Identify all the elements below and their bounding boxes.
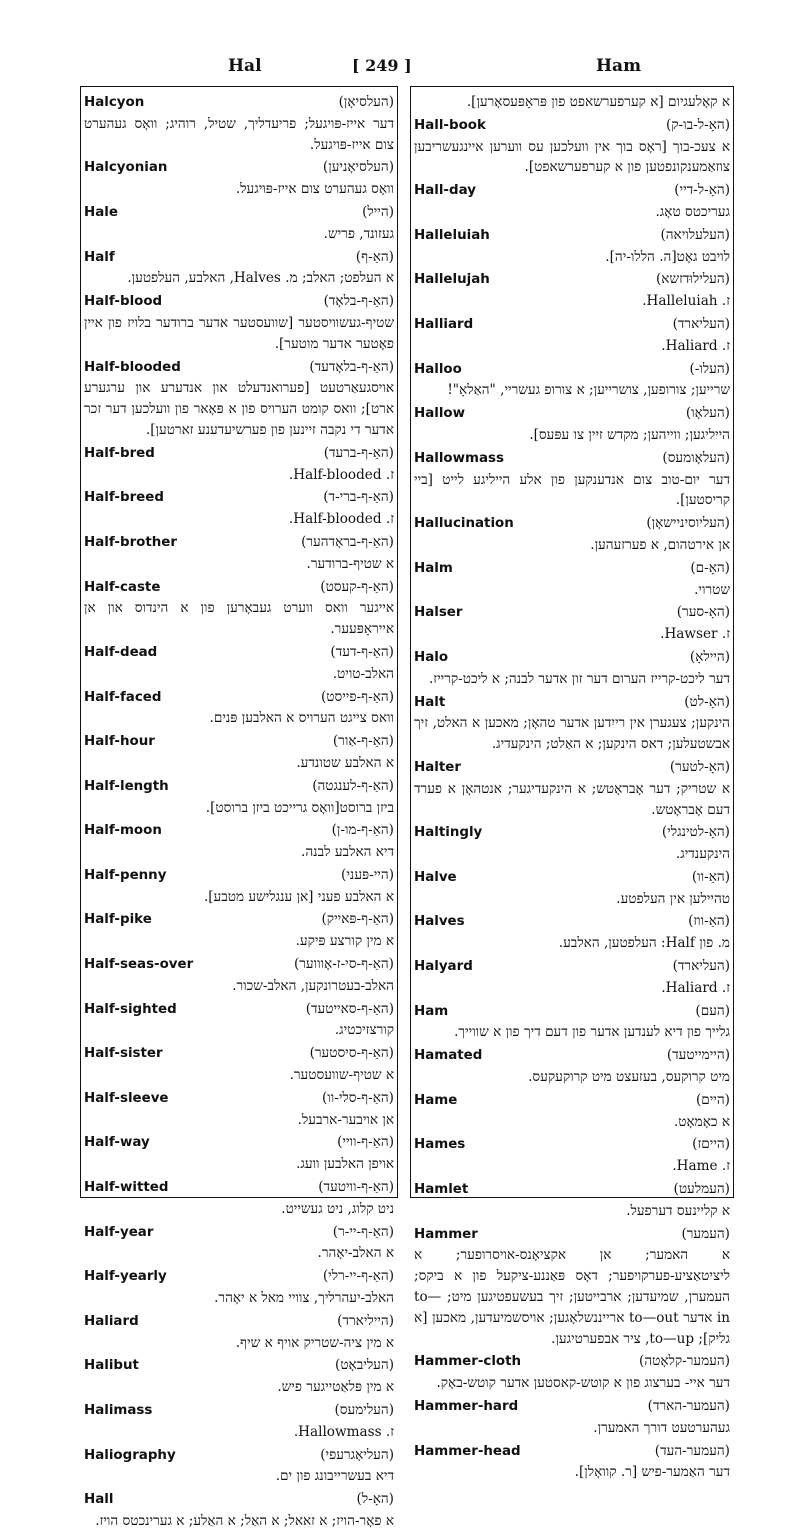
entry-heading-line — [414, 1441, 730, 1463]
dictionary-entry — [84, 157, 394, 200]
pronunciation: (העמער) — [681, 1225, 730, 1242]
definition: דער האַמער-פיש [ר. קוואָלן]. — [574, 1464, 730, 1481]
dictionary-entry — [84, 92, 394, 155]
pronunciation: (הייל) — [362, 203, 394, 220]
definition: האלב-טויט. — [332, 665, 394, 682]
page-number: [ 249 ] — [352, 56, 412, 75]
entry-heading-line — [414, 1001, 730, 1023]
headword: Hammer-cloth — [414, 1354, 522, 1370]
entry-heading-line — [84, 1355, 394, 1377]
pronunciation: (האַ-ף-סלי-וו) — [321, 1089, 394, 1106]
dictionary-entry — [414, 1441, 730, 1484]
entry-heading-line — [414, 403, 730, 425]
pronunciation: (האַ-ף-ברי-ד) — [323, 489, 394, 506]
definition: ביזן ברוסט[וואָס גרייכט ביזן ברוסט]. — [205, 799, 394, 816]
dictionary-entry — [414, 225, 730, 268]
pronunciation: (העלסיאָן) — [338, 94, 394, 110]
definition: האלב-יעהרליך, צוויי מאל א יאָהר. — [214, 1290, 394, 1307]
dictionary-entry — [414, 1001, 730, 1044]
headword: Half-blooded — [84, 359, 181, 375]
definition: א צעכ-בוך [ראָס בוך אין וועלכען עס ווערען איינגעשריבען צוזאַמענקונפטען פון א קערפערשאפט]. — [414, 138, 730, 176]
entry-heading-line — [414, 115, 730, 137]
pronunciation: (האַ-ף-קעסט) — [320, 578, 394, 595]
headword: Hallelujah — [414, 272, 490, 288]
pronunciation: (העלו-) — [689, 360, 730, 377]
dictionary-entry — [84, 577, 394, 640]
headword: Half-breed — [84, 490, 164, 506]
dictionary-entry — [414, 867, 730, 910]
pronunciation: (האַ-ף-וויטעד) — [318, 1179, 394, 1196]
dictionary-entry — [84, 291, 394, 354]
dictionary-entry — [84, 1177, 394, 1220]
entry-heading-line — [414, 602, 730, 624]
dictionary-entry — [414, 1179, 730, 1222]
dictionary-entry — [414, 757, 730, 820]
entry-heading-line — [414, 867, 730, 889]
dictionary-entry — [84, 776, 394, 819]
headword: Ham — [414, 1003, 449, 1019]
entry-heading-line — [84, 577, 394, 599]
headword: Half-sighted — [84, 1001, 177, 1017]
dictionary-entry — [414, 92, 730, 113]
pronunciation: (העליארד) — [672, 958, 730, 975]
dictionary-entry — [414, 956, 730, 999]
headword: Half-pike — [84, 912, 152, 928]
dictionary-entry — [84, 820, 394, 863]
pronunciation: (היילאָ) — [689, 648, 730, 665]
pronunciation: (האַ-ף-בלאָדעד) — [309, 358, 394, 375]
headword: Half — [84, 249, 115, 265]
dictionary-entry — [414, 403, 730, 446]
definition: ז. Half-blooded. — [288, 466, 394, 483]
definition: ז. Hame. — [672, 1158, 730, 1175]
definition: הייליגען; ווייהען; מקדש זיין צו עפּעס]. — [529, 426, 730, 443]
entry-heading-line — [84, 202, 394, 224]
headword: Halt — [414, 694, 446, 710]
entry-heading-line — [84, 443, 394, 465]
definition: שטרוי. — [694, 581, 730, 598]
dictionary-entry — [84, 443, 394, 486]
running-head — [80, 56, 720, 80]
dictionary-entry — [84, 999, 394, 1042]
headword: Half-penny — [84, 867, 167, 883]
pronunciation: (העלאָו) — [685, 405, 730, 422]
entry-heading-line — [84, 776, 394, 798]
entry-heading-line — [414, 448, 730, 470]
dictionary-entry — [84, 865, 394, 908]
headword: Half-year — [84, 1224, 154, 1240]
dictionary-entry — [84, 731, 394, 774]
dictionary-entry — [84, 1266, 394, 1309]
dictionary-entry — [414, 602, 730, 645]
dictionary-entry — [414, 1090, 730, 1133]
definition: הינקען; צעגערן אין רייִדען אדער טהאָן; מאכען א האלט, זיך אבשטעלען; דאס הינקען; א האַלט; הינקעדיג. — [414, 715, 730, 753]
dictionary-entry — [414, 822, 730, 865]
dictionary-entry — [84, 532, 394, 575]
pronunciation: (העלילוּדזשא) — [656, 271, 730, 288]
headword: Half-sister — [84, 1046, 163, 1062]
entry-heading-line — [414, 269, 730, 291]
pronunciation: (האַ-וו) — [691, 868, 730, 885]
right-column — [414, 92, 730, 1481]
entry-heading-line — [84, 247, 394, 269]
entry-heading-line — [84, 820, 394, 842]
headword: Hallucination — [414, 516, 514, 532]
pronunciation: (האַ-ף-פייסט) — [320, 688, 394, 705]
headword: Halter — [414, 759, 461, 775]
headword: Half-sleeve — [84, 1090, 169, 1106]
pronunciation: (האַ-ווז) — [688, 913, 730, 930]
dictionary-entry — [84, 1355, 394, 1398]
dictionary-entry — [414, 1134, 730, 1177]
dictionary-entry — [84, 1222, 394, 1265]
definition: ז. Haliard. — [661, 979, 730, 996]
definition: אן אויבער-ארבעל. — [297, 1111, 394, 1128]
definition: וואָס געהערט צום אייז-פּויגעל. — [235, 181, 394, 198]
definition: ניט קלוג, ניט געשייט. — [281, 1200, 394, 1217]
dictionary-entry — [84, 247, 394, 290]
dictionary-entry — [84, 909, 394, 952]
headword: Half-faced — [84, 689, 162, 705]
dictionary-entry — [414, 314, 730, 357]
headword: Half-moon — [84, 823, 162, 839]
entry-heading-line — [414, 647, 730, 669]
entry-heading-line — [414, 314, 730, 336]
entry-heading-line — [414, 692, 730, 714]
headword: Halimass — [84, 1403, 153, 1419]
pronunciation: (העליאָגרעפי) — [320, 1446, 394, 1463]
entry-heading-line — [414, 1090, 730, 1112]
definition: ז. Halleluiah. — [642, 293, 730, 310]
dictionary-entry — [414, 115, 730, 178]
definition: אן אירטהום, א פערזעהען. — [590, 536, 730, 553]
pronunciation: (האַ-ף-לענגטה) — [312, 777, 394, 794]
pronunciation: (העם) — [695, 1002, 730, 1019]
definition: אויפן האלבען וועג. — [296, 1156, 394, 1173]
definition: ז. Half-blooded. — [288, 511, 394, 528]
headword: Haliography — [84, 1447, 176, 1463]
headword: Half-blood — [84, 294, 163, 310]
definition: א מין פּלאַטייגער פיש. — [277, 1379, 394, 1396]
dictionary-entry — [414, 1351, 730, 1394]
headword: Half-way — [84, 1135, 150, 1151]
definition: מ. פון Half: העלפטען, האלבע. — [558, 935, 730, 952]
pronunciation: (האַ-ף-אַור) — [332, 733, 394, 750]
dictionary-entry — [414, 1396, 730, 1439]
definition: א שטיף-שוועסטער. — [289, 1067, 394, 1084]
definition: אויסגעאַרטעט [פערואנדעלט און אנדערע און ערגערע ארט]; וואס קומט הערויס פון א פּאָאר פון וועלכען דער זכר אדער די נקבה זיינען פון פערשיעדענע זארטען]. — [84, 380, 394, 438]
headword: Half-brother — [84, 534, 177, 550]
headword: Halloo — [414, 361, 462, 377]
headword: Hamated — [414, 1048, 483, 1064]
pronunciation: (האַ-ף-בלאָד) — [323, 293, 394, 310]
definition: הינקענדיג. — [675, 846, 730, 863]
definition: ז. Hallowmass. — [293, 1423, 394, 1440]
definition: א מין קורצע פּיקע. — [295, 933, 394, 950]
dictionary-entry — [414, 911, 730, 954]
headword: Hale — [84, 204, 118, 220]
headword: Haliard — [84, 1313, 139, 1329]
entry-heading-line — [84, 1132, 394, 1154]
entry-heading-line — [84, 1445, 394, 1467]
entry-heading-line — [84, 1088, 394, 1110]
entry-heading-line — [84, 92, 394, 114]
definition: דער איי- בערצוג פון א קוטש-קאסטען אדער קוטש-באָק. — [436, 1375, 730, 1392]
pronunciation: (האָ-לטינגלי) — [661, 824, 730, 841]
headword: Half-dead — [84, 644, 158, 660]
dictionary-entry — [84, 1445, 394, 1488]
entry-heading-line — [84, 357, 394, 379]
definition: א מין ציה-שטריק אויף א שיף. — [235, 1334, 394, 1351]
pronunciation: (האַ-ף-יי-רלי) — [322, 1268, 394, 1285]
headword: Half-hour — [84, 734, 155, 750]
entry-heading-line — [84, 642, 394, 664]
pronunciation: (האַ-ף-סי-ז-אָוווער) — [293, 956, 394, 973]
pronunciation: (היים) — [695, 1091, 730, 1108]
definition: קורצזיכטיג. — [334, 1022, 394, 1039]
definition: א קליינעס דערפעל. — [626, 1202, 730, 1219]
pronunciation: (האָ-לט) — [684, 693, 730, 710]
definition: גלייך פון דיא לענדען אדער פון דעם דיך פון א שווייך. — [454, 1024, 730, 1041]
entry-heading-line — [84, 487, 394, 509]
entry-heading-line — [84, 999, 394, 1021]
pronunciation: (האָ-לטער) — [669, 758, 730, 775]
dictionary-entry — [84, 357, 394, 441]
pronunciation: (הייליארד) — [337, 1312, 394, 1329]
entry-heading-line — [84, 157, 394, 179]
pronunciation: (האָ-ל-בו-ק) — [665, 116, 730, 133]
entry-heading-line — [414, 225, 730, 247]
entry-heading-line — [84, 532, 394, 554]
dictionary-entry — [84, 1311, 394, 1354]
headword: Halibut — [84, 1358, 139, 1374]
entry-heading-line — [84, 1489, 394, 1511]
pronunciation: (האָ-ל-דיי) — [674, 182, 730, 199]
pronunciation: (האָ-ל) — [356, 1491, 394, 1508]
definition: געהערטעט דורך האמערן. — [593, 1419, 730, 1436]
headword: Half-caste — [84, 579, 161, 595]
dictionary-entry — [84, 1400, 394, 1443]
entry-heading-line — [84, 1266, 394, 1288]
pronunciation: (העליבאָט) — [335, 1357, 394, 1374]
headword: Half-witted — [84, 1180, 169, 1196]
definition: לויבט גאָט[ה. הללו-יה]. — [605, 248, 730, 265]
entry-heading-line — [414, 1224, 730, 1246]
pronunciation: (העלימעס) — [334, 1402, 394, 1419]
headword: Half-length — [84, 778, 169, 794]
definition: דער ליכט-קרייז הערום דער זון אדער לבנה; א ליכט-קרייז. — [428, 670, 730, 687]
dictionary-entry — [414, 558, 730, 601]
headword: Halves — [414, 914, 465, 930]
headword: Hame — [414, 1092, 458, 1108]
dictionary-entry — [84, 487, 394, 530]
dictionary-entry — [84, 954, 394, 997]
headword: Halcyon — [84, 95, 145, 110]
headword: Halyard — [414, 959, 473, 975]
entry-heading-line — [84, 1400, 394, 1422]
pronunciation: (האַ-ף-פּאייק) — [321, 911, 394, 928]
pronunciation: (האָ-ם) — [690, 559, 730, 576]
dictionary-entry — [84, 1132, 394, 1175]
pronunciation: (העמער-הארד) — [647, 1398, 730, 1415]
pronunciation: (העמער-העד) — [654, 1442, 730, 1459]
pronunciation: (האָ-סער) — [676, 604, 730, 621]
headword: Hames — [414, 1137, 466, 1153]
dictionary-entry — [414, 180, 730, 223]
running-head-right: Ham — [596, 56, 642, 76]
headword: Half-seas-over — [84, 957, 194, 973]
entry-heading-line — [414, 1179, 730, 1201]
pronunciation: (העמלעט) — [673, 1181, 730, 1198]
definition: א קאָלעגיום [א קערפערשאפט פון פּראָפּעסאָרען]. — [466, 94, 730, 110]
definition: געריכטס טאָג. — [655, 203, 730, 220]
entry-heading-line — [414, 1134, 730, 1156]
headword: Half-yearly — [84, 1269, 167, 1285]
pronunciation: (היימייטעד) — [666, 1047, 730, 1064]
headword: Hammer-hard — [414, 1399, 519, 1415]
definition: א האלבע פעני [אן ענגלישע מטבע]. — [203, 888, 394, 905]
pronunciation: (האַ-ף-בראָדהער) — [301, 533, 394, 550]
definition: א שטיף-ברודער. — [306, 555, 394, 572]
entry-heading-line — [414, 558, 730, 580]
pronunciation: (העלאָומעס) — [662, 449, 730, 466]
pronunciation: (העלעלויאה) — [660, 226, 730, 243]
entry-heading-line — [414, 359, 730, 381]
dictionary-entry — [414, 692, 730, 755]
definition: וואס צייגט הערויס א האלבען פּנים. — [209, 710, 394, 727]
headword: Hall-day — [414, 183, 476, 199]
dictionary-entry — [84, 1043, 394, 1086]
entry-heading-line — [84, 954, 394, 976]
headword: Hall — [84, 1492, 114, 1508]
definition: אייגער וואס ווערט געבאָרען פון א הינדוס און אן אייראָפּעער. — [84, 600, 394, 638]
dictionary-entry — [414, 359, 730, 402]
pronunciation: (האַ-ף-וויי) — [337, 1134, 394, 1151]
definition: דער יום-טוב צום אנדענקען פון אלע הייליגע לייט [ביי קריסטען]. — [414, 471, 730, 509]
pronunciation: (הייםז) — [692, 1136, 730, 1153]
headword: Haltingly — [414, 825, 483, 841]
headword: Hallow — [414, 406, 465, 422]
definition: א העלפט; האלב; מ. Halves, האלבע, העלפטען. — [127, 270, 394, 287]
headword: Halliard — [414, 316, 474, 332]
entry-heading-line — [414, 911, 730, 933]
entry-heading-line — [414, 513, 730, 535]
definition: א האמער; אן אקציאָנס-אויסרופער; א ליציטאַציע-פערקויפער; דאָס פּאַננע-ציקעל פון א ביקס; העמערן, שמיעדען; ארבייטען; זיך בעשעפטיגען מיט; to—in אדער to—out ארייננשלאָגען; אויסשמיעדען, מאכען [א גליק]; to—up, ציר אבפערטיגען. — [414, 1247, 730, 1347]
pronunciation: (העליוסיניישאָן) — [646, 515, 730, 532]
headword: Halcyonian — [84, 160, 168, 176]
entry-heading-line — [84, 865, 394, 887]
definition: שרייען; צורופען, צושרייען; א צורופ געשריי, "האַלאָ"! — [447, 382, 730, 399]
entry-heading-line — [84, 909, 394, 931]
pronunciation: (האַ-ף-דעד) — [330, 643, 394, 660]
definition: ז. Hawser. — [660, 626, 730, 643]
definition: א כאָמאָט. — [673, 1113, 730, 1130]
entry-heading-line — [414, 956, 730, 978]
entry-heading-line — [84, 291, 394, 313]
headword: Halo — [414, 649, 449, 665]
entry-heading-line — [84, 1222, 394, 1244]
definition: דיא האלבע לבנה. — [301, 844, 394, 861]
pronunciation: (האַ-ף) — [355, 248, 394, 265]
definition: א האלבע שטונדע. — [296, 754, 394, 771]
definition: דיא בעשרייבונג פון ים. — [275, 1468, 394, 1485]
dictionary-entry — [414, 1045, 730, 1088]
entry-heading-line — [84, 687, 394, 709]
entry-heading-line — [84, 731, 394, 753]
definition: א פאָר-הויז; א זאאל; א האַל; א האַלע; א גערינכטס הויז. — [95, 1513, 394, 1529]
pronunciation: (האַ-ף-יי-ר) — [332, 1223, 394, 1240]
dictionary-entry — [414, 513, 730, 556]
headword: Halleluiah — [414, 227, 490, 243]
definition: האלב-בעטרונקען, האלב-שכור. — [232, 977, 394, 994]
pronunciation: (העלסיאָניען) — [322, 159, 394, 176]
entry-heading-line — [414, 1045, 730, 1067]
dictionary-entry — [414, 269, 730, 312]
entry-heading-line — [414, 180, 730, 202]
headword: Hamlet — [414, 1182, 469, 1198]
entry-heading-line — [414, 1351, 730, 1373]
dictionary-entry — [84, 1489, 394, 1532]
dictionary-entry — [414, 647, 730, 690]
dictionary-entry — [84, 687, 394, 730]
dictionary-entry — [414, 448, 730, 511]
headword: Hall-book — [414, 117, 486, 133]
running-head-left: Hal — [228, 56, 262, 76]
headword: Hammer-head — [414, 1443, 521, 1459]
definition: א האלב-יאָהר. — [317, 1245, 394, 1262]
pronunciation: (האַ-ף-סאייטעד) — [305, 1000, 394, 1017]
headword: Halve — [414, 869, 457, 885]
definition: א שטריק; דער אָבראָטש; א הינקעדיגער; אנטהאָן א פערד דעם אָבראָטש. — [414, 780, 730, 818]
headword: Half-bred — [84, 445, 155, 461]
pronunciation: (האַ-ף-ברעד) — [323, 444, 394, 461]
entry-heading-line — [84, 1177, 394, 1199]
definition: געזונד, פריש. — [323, 225, 394, 242]
headword: Hallowmass — [414, 450, 504, 466]
definition: טהיילען אין העלפטע. — [616, 890, 730, 907]
pronunciation: (האַ-ף-מו-ן) — [331, 822, 394, 839]
pronunciation: (העליארד) — [672, 315, 730, 332]
pronunciation: (האַ-ף-סיסטער) — [309, 1045, 394, 1062]
dictionary-entry — [84, 642, 394, 685]
dictionary-entry — [84, 1088, 394, 1131]
dictionary-entry — [84, 202, 394, 245]
pronunciation: (היי-פּעני) — [341, 866, 394, 883]
entry-heading-line — [84, 1311, 394, 1333]
headword: Halm — [414, 560, 453, 576]
left-column — [84, 92, 394, 1529]
definition: שטיף-געשוויסטער [שוועסטער אדער ברודער בלויז פון איין פאָטער אדער מוטער]. — [84, 314, 394, 352]
entry-heading-line — [414, 757, 730, 779]
entry-heading-line — [414, 822, 730, 844]
definition: דער אייז-פּויגעל; פריעדליך, שטיל, רוהיג; וואָס געהערט צום אייז-פּויגעל. — [84, 115, 394, 153]
entry-heading-line — [84, 1043, 394, 1065]
pronunciation: (העמער-קלאָטה) — [639, 1353, 730, 1370]
definition: ז. Haliard. — [661, 337, 730, 354]
entry-heading-line — [414, 1396, 730, 1418]
definition: מיט קרוקעס, בעזעצט מיט קרוקעקעס. — [528, 1069, 730, 1086]
headword: Hammer — [414, 1226, 478, 1242]
dictionary-entry — [414, 1224, 730, 1350]
headword: Halser — [414, 605, 463, 621]
